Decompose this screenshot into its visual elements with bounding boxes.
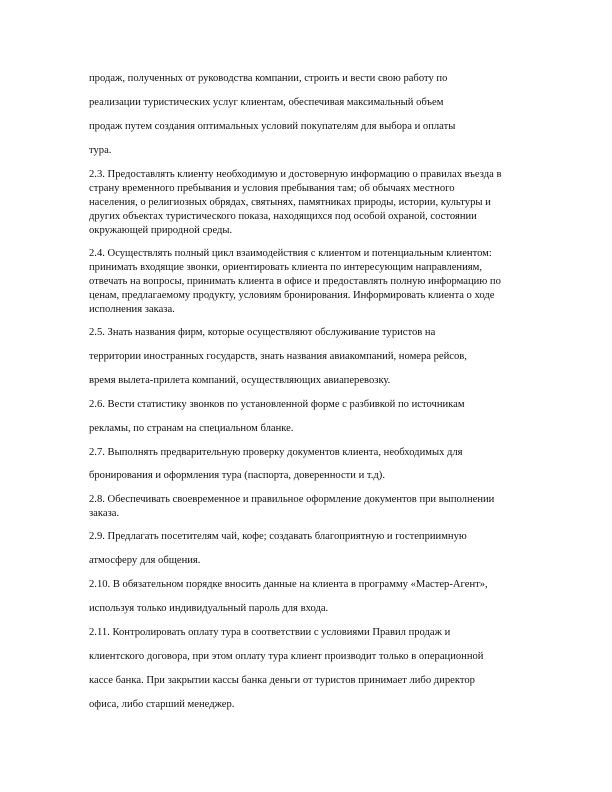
text-line: атмосферу для общения.	[89, 555, 201, 566]
text-line: кассе банка. При закрытии кассы банка деньги от туристов принимает либо директор	[89, 675, 475, 686]
text-line: других объектах туристического показа, находящихся под особой охраной, состоянии	[89, 211, 477, 222]
text-line: рекламы, по странам на специальном бланке.	[89, 423, 294, 434]
text-line: клиентского договора, при этом оплату тура клиент производит только в операционной	[89, 651, 484, 662]
text-line: территории иностранных государств, знать названия авиакомпаний, номера рейсов,	[89, 351, 467, 362]
text-line: бронирования и оформления тура (паспорта, доверенности и т.д).	[89, 470, 385, 481]
text-line: страну временного пребывания и условия пребывания там; об обычаях местного	[89, 183, 455, 194]
text-line: принимать входящие звонки, ориентировать клиента по интересующим направлениям,	[89, 262, 482, 273]
text-line: ценам, предлагаемому продукту, условиям бронирования. Информировать клиента о ходе	[89, 290, 495, 301]
text-line: 2.6. Вести статистику звонков по установленной форме с разбивкой по источникам	[89, 399, 465, 410]
text-line: 2.5. Знать названия фирм, которые осуществляют обслуживание туристов на	[89, 327, 436, 338]
text-line: продаж путем создания оптимальных условий покупателям для выбора и оплаты	[89, 121, 456, 132]
text-line: 2.10. В обязательном порядке вносить данные на клиента в программу «Мастер-Агент»,	[89, 579, 488, 590]
text-line: отвечать на вопросы, принимать клиента в офисе и предоставлять полную информацию по	[89, 276, 501, 287]
text-line: 2.9. Предлагать посетителям чай, кофе; создавать благоприятную и гостеприимную	[89, 531, 467, 542]
text-line: заказа.	[89, 508, 120, 519]
text-line: 2.11. Контролировать оплату тура в соответствии с условиями Правил продаж и	[89, 627, 451, 638]
text-line: 2.7. Выполнять предварительную проверку документов клиента, необходимых для	[89, 447, 463, 458]
text-line: 2.8. Обеспечивать своевременное и правильное оформление документов при выполнении	[89, 494, 495, 505]
text-line: тура.	[89, 145, 112, 156]
text-line: 2.3. Предоставлять клиенту необходимую и достоверную информацию о правилах въезда в	[89, 169, 502, 180]
text-line: исполнения заказа.	[89, 304, 175, 315]
text-line: офиса, либо старший менеджер.	[89, 699, 235, 710]
text-line: населения, о религиозных обрядах, святынях, памятниках природы, истории, культуры и	[89, 197, 491, 208]
text-line: окружающей природной среды.	[89, 225, 233, 236]
text-line: продаж, полученных от руководства компании, строить и вести свою работу по	[89, 73, 448, 84]
text-line: используя только индивидуальный пароль для входа.	[89, 603, 329, 614]
text-line: 2.4. Осуществлять полный цикл взаимодействия с клиентом и потенциальным клиентом:	[89, 248, 492, 259]
text-line: реализации туристических услуг клиентам, обеспечивая максимальный объем	[89, 97, 444, 108]
text-line: время вылета-прилета компаний, осуществляющих авиаперевозку.	[89, 375, 391, 386]
